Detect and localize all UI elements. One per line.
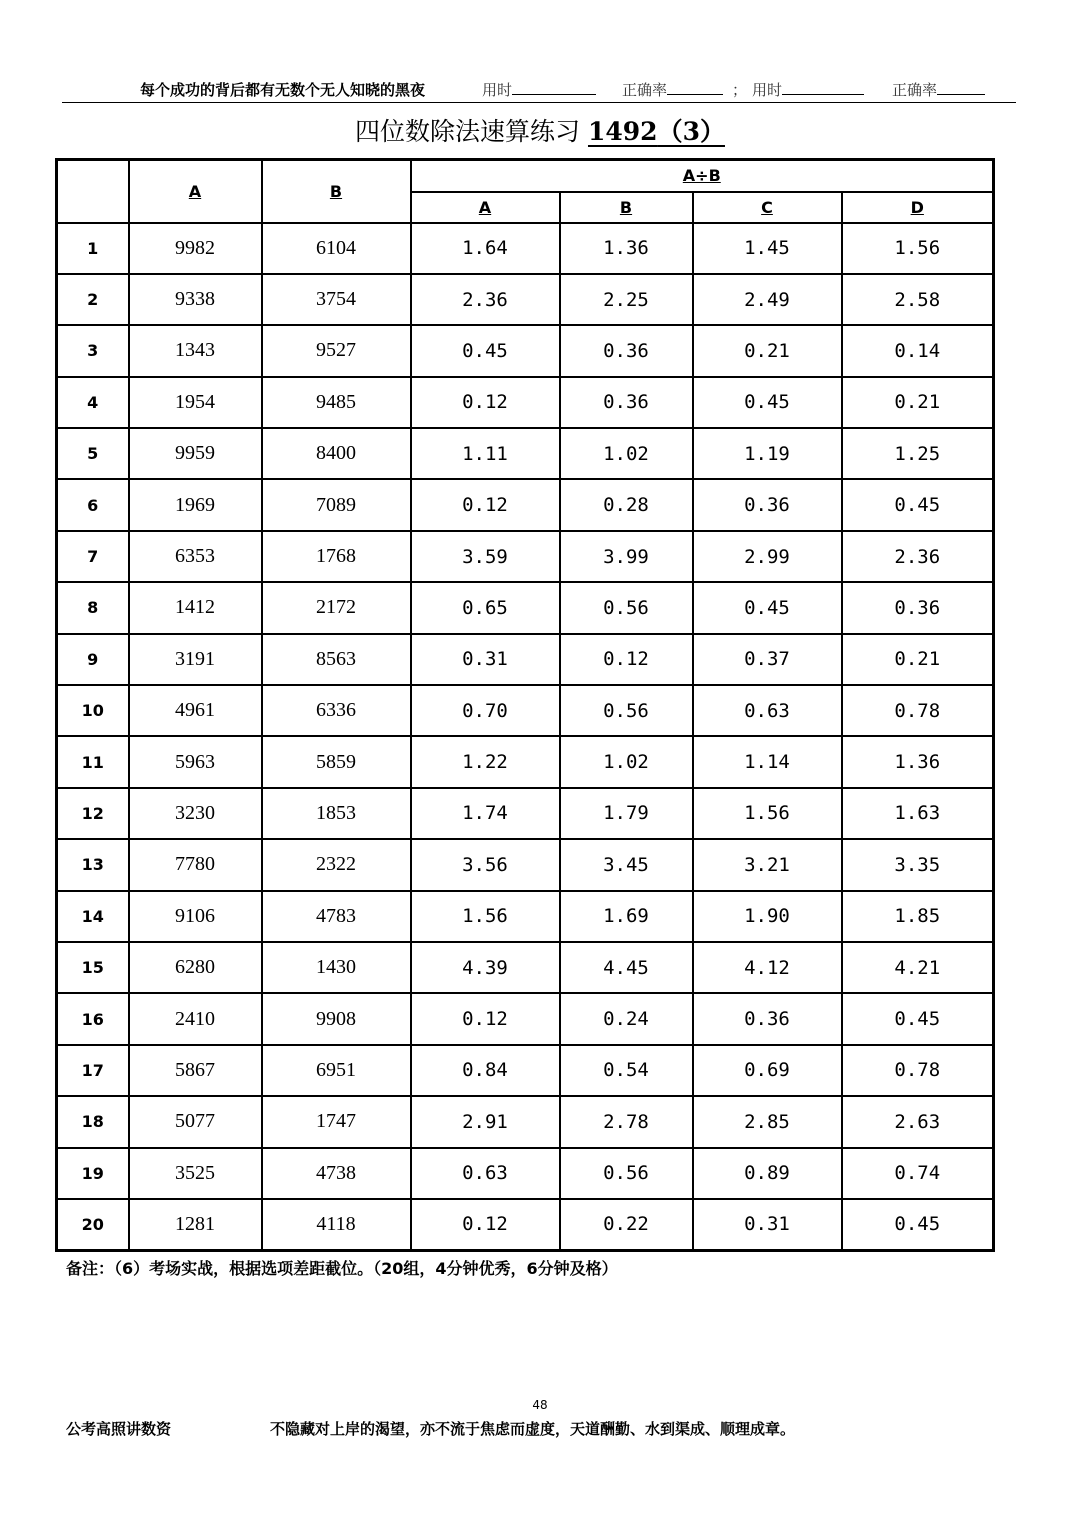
option-b-cell[interactable]: 3.45 [560,839,693,890]
option-d-cell[interactable]: 0.78 [842,1045,994,1096]
option-b-cell[interactable]: 0.54 [560,1045,693,1096]
option-b-cell[interactable]: 4.45 [560,942,693,993]
option-c-cell[interactable]: 0.31 [693,1199,842,1251]
option-c-cell[interactable]: 2.99 [693,531,842,582]
option-c-cell[interactable]: 0.69 [693,1045,842,1096]
dividend-cell: 9106 [129,891,262,942]
option-a-cell[interactable]: 0.12 [411,479,560,530]
row-number: 2 [57,274,129,325]
table-row [57,685,994,736]
option-b-cell[interactable]: 2.25 [560,274,693,325]
row-number: 20 [57,1199,129,1251]
table-row [57,377,994,428]
column-header-a: A [129,160,262,223]
option-b-cell[interactable]: 0.36 [560,325,693,376]
dividend-cell: 1412 [129,582,262,633]
option-b-cell[interactable]: 1.69 [560,891,693,942]
option-b-cell[interactable]: 3.99 [560,531,693,582]
option-c-cell[interactable]: 0.89 [693,1148,842,1199]
remark-note: 备注：（6）考场实战，根据选项差距截位。（20组，4分钟优秀，6分钟及格） [66,1259,618,1278]
table-row [57,736,994,787]
column-header-b: B [262,160,411,223]
row-number: 3 [57,325,129,376]
option-d-cell[interactable]: 0.78 [842,685,994,736]
option-c-cell[interactable]: 1.19 [693,428,842,479]
option-c-cell[interactable]: 0.63 [693,685,842,736]
row-number: 8 [57,582,129,633]
option-c-cell[interactable]: 1.14 [693,736,842,787]
option-d-cell[interactable]: 0.74 [842,1148,994,1199]
time-blank-2[interactable] [782,79,864,95]
table-row [57,325,994,376]
footer-author: 公考高照讲数资 [66,1420,172,1438]
time-blank-1[interactable] [512,79,596,95]
time-field-2[interactable] [752,79,864,100]
option-header-c: C [693,192,842,223]
dividend-cell: 9338 [129,274,262,325]
title-suffix: （3） [657,117,725,146]
option-a-cell[interactable]: 3.59 [411,531,560,582]
time-label-2: 用时 [752,81,783,99]
header-motto: 每个成功的背后都有无数个无人知晓的黑夜 [140,81,426,99]
option-d-cell[interactable]: 0.36 [842,582,994,633]
option-c-cell[interactable]: 3.21 [693,839,842,890]
table-row [57,891,994,942]
page-header [62,76,1016,103]
dividend-cell: 3525 [129,1148,262,1199]
option-c-cell[interactable]: 0.21 [693,325,842,376]
divisor-cell: 6951 [262,1045,411,1096]
page-number: 48 [532,1398,548,1412]
table-row [57,531,994,582]
divisor-cell: 4783 [262,891,411,942]
option-b-cell[interactable]: 1.36 [560,223,693,274]
row-number: 13 [57,839,129,890]
option-c-cell[interactable]: 0.45 [693,582,842,633]
group-header-division: A÷B [411,160,994,192]
option-d-cell[interactable]: 1.56 [842,223,994,274]
dividend-cell: 9959 [129,428,262,479]
option-d-cell[interactable]: 0.45 [842,1199,994,1251]
option-b-cell[interactable]: 0.56 [560,1148,693,1199]
dividend-cell: 1969 [129,479,262,530]
row-number: 11 [57,736,129,787]
option-d-cell[interactable]: 2.36 [842,531,994,582]
option-b-cell[interactable]: 0.12 [560,634,693,685]
option-a-cell[interactable]: 1.64 [411,223,560,274]
row-number: 14 [57,891,129,942]
accuracy-label-1: 正确率 [622,81,668,99]
option-d-cell[interactable]: 2.63 [842,1096,994,1147]
option-c-cell[interactable]: 2.85 [693,1096,842,1147]
divisor-cell: 2322 [262,839,411,890]
option-b-cell[interactable]: 1.02 [560,428,693,479]
option-b-cell[interactable]: 0.56 [560,685,693,736]
table-row [57,1096,994,1147]
option-a-cell[interactable]: 0.70 [411,685,560,736]
option-d-cell[interactable]: 0.45 [842,479,994,530]
divisor-cell: 4738 [262,1148,411,1199]
time-label-1: 用时 [482,81,513,99]
row-number: 7 [57,531,129,582]
dividend-cell: 7780 [129,839,262,890]
option-b-cell[interactable]: 2.78 [560,1096,693,1147]
option-c-cell[interactable]: 1.45 [693,223,842,274]
option-b-cell[interactable]: 0.36 [560,377,693,428]
row-number: 18 [57,1096,129,1147]
dividend-cell: 5077 [129,1096,262,1147]
divisor-cell: 4118 [262,1199,411,1251]
table-row [57,1199,994,1251]
dividend-cell: 4961 [129,685,262,736]
table-row [57,942,994,993]
row-number: 10 [57,685,129,736]
option-a-cell[interactable]: 0.31 [411,634,560,685]
divisor-cell: 9527 [262,325,411,376]
page-title [0,112,1080,148]
option-c-cell[interactable]: 0.45 [693,377,842,428]
dividend-cell: 9982 [129,223,262,274]
option-header-a: A [411,192,560,223]
option-a-cell[interactable]: 0.12 [411,1199,560,1251]
option-b-cell[interactable]: 1.02 [560,736,693,787]
table-row [57,274,994,325]
option-d-cell[interactable]: 1.63 [842,788,994,839]
option-d-cell[interactable]: 3.35 [842,839,994,890]
dividend-cell: 5867 [129,1045,262,1096]
option-a-cell[interactable]: 2.91 [411,1096,560,1147]
dividend-cell: 3191 [129,634,262,685]
option-a-cell[interactable]: 0.12 [411,377,560,428]
divisor-cell: 7089 [262,479,411,530]
title-text: 四位数除法速算练习 [355,117,581,146]
option-d-cell[interactable]: 1.36 [842,736,994,787]
divisor-cell: 1747 [262,1096,411,1147]
title-number: 1492（3） [587,117,725,146]
divisor-cell: 1853 [262,788,411,839]
table-row [57,1045,994,1096]
table-row [57,839,994,890]
option-a-cell[interactable]: 1.22 [411,736,560,787]
option-b-cell[interactable]: 0.24 [560,993,693,1044]
option-d-cell[interactable]: 4.21 [842,942,994,993]
option-d-cell[interactable]: 1.85 [842,891,994,942]
table-row [57,223,994,274]
footer-slogan: 不隐藏对上岸的渴望，亦不流于焦虑而虚度，天道酬勤、水到渠成、顺理成章。 [270,1420,796,1438]
table-row [57,479,994,530]
dividend-cell: 3230 [129,788,262,839]
row-number: 1 [57,223,129,274]
option-a-cell[interactable]: 0.12 [411,993,560,1044]
option-a-cell[interactable]: 2.36 [411,274,560,325]
divisor-cell: 9485 [262,377,411,428]
row-number: 4 [57,377,129,428]
option-a-cell[interactable]: 0.63 [411,1148,560,1199]
option-d-cell[interactable]: 0.14 [842,325,994,376]
option-header-d: D [842,192,994,223]
row-number: 5 [57,428,129,479]
separator: ； [732,81,748,99]
divisor-cell: 6336 [262,685,411,736]
table-row [57,788,994,839]
divisor-cell: 3754 [262,274,411,325]
option-b-cell[interactable]: 0.28 [560,479,693,530]
option-d-cell[interactable]: 1.25 [842,428,994,479]
option-d-cell[interactable]: 0.21 [842,634,994,685]
practice-table [55,158,995,1252]
option-c-cell[interactable]: 0.36 [693,993,842,1044]
table-row [57,634,994,685]
row-number: 15 [57,942,129,993]
option-a-cell[interactable]: 3.56 [411,839,560,890]
row-number: 16 [57,993,129,1044]
dividend-cell: 2410 [129,993,262,1044]
dividend-cell: 6280 [129,942,262,993]
option-b-cell[interactable]: 0.56 [560,582,693,633]
option-a-cell[interactable]: 0.65 [411,582,560,633]
row-number: 6 [57,479,129,530]
option-a-cell[interactable]: 0.45 [411,325,560,376]
dividend-cell: 1281 [129,1199,262,1251]
divisor-cell: 1430 [262,942,411,993]
divisor-cell: 8400 [262,428,411,479]
option-c-cell[interactable]: 1.56 [693,788,842,839]
option-b-cell[interactable]: 0.22 [560,1199,693,1251]
row-number: 19 [57,1148,129,1199]
option-c-cell[interactable]: 2.49 [693,274,842,325]
table-row [57,1148,994,1199]
divisor-cell: 1768 [262,531,411,582]
row-number: 9 [57,634,129,685]
option-d-cell[interactable]: 2.58 [842,274,994,325]
option-a-cell[interactable]: 1.74 [411,788,560,839]
row-number: 17 [57,1045,129,1096]
option-d-cell[interactable]: 0.21 [842,377,994,428]
option-a-cell[interactable]: 4.39 [411,942,560,993]
divisor-cell: 5859 [262,736,411,787]
divisor-cell: 2172 [262,582,411,633]
table-row [57,582,994,633]
option-c-cell[interactable]: 0.37 [693,634,842,685]
accuracy-field-2[interactable] [892,79,985,100]
dividend-cell: 1343 [129,325,262,376]
header-index-cell [57,160,129,223]
row-number: 12 [57,788,129,839]
option-b-cell[interactable]: 1.79 [560,788,693,839]
option-a-cell[interactable]: 1.56 [411,891,560,942]
dividend-cell: 6353 [129,531,262,582]
option-a-cell[interactable]: 1.11 [411,428,560,479]
table-row [57,428,994,479]
option-c-cell[interactable]: 1.90 [693,891,842,942]
option-a-cell[interactable]: 0.84 [411,1045,560,1096]
dividend-cell: 1954 [129,377,262,428]
table-row [57,993,994,1044]
option-header-b: B [560,192,693,223]
dividend-cell: 5963 [129,736,262,787]
accuracy-field-1[interactable] [622,79,723,100]
divisor-cell: 8563 [262,634,411,685]
divisor-cell: 6104 [262,223,411,274]
accuracy-label-2: 正确率 [892,81,938,99]
accuracy-blank-2[interactable] [937,79,985,95]
option-c-cell[interactable]: 0.36 [693,479,842,530]
accuracy-blank-1[interactable] [667,79,723,95]
time-field-1[interactable] [482,79,596,100]
divisor-cell: 9908 [262,993,411,1044]
option-d-cell[interactable]: 0.45 [842,993,994,1044]
option-c-cell[interactable]: 4.12 [693,942,842,993]
